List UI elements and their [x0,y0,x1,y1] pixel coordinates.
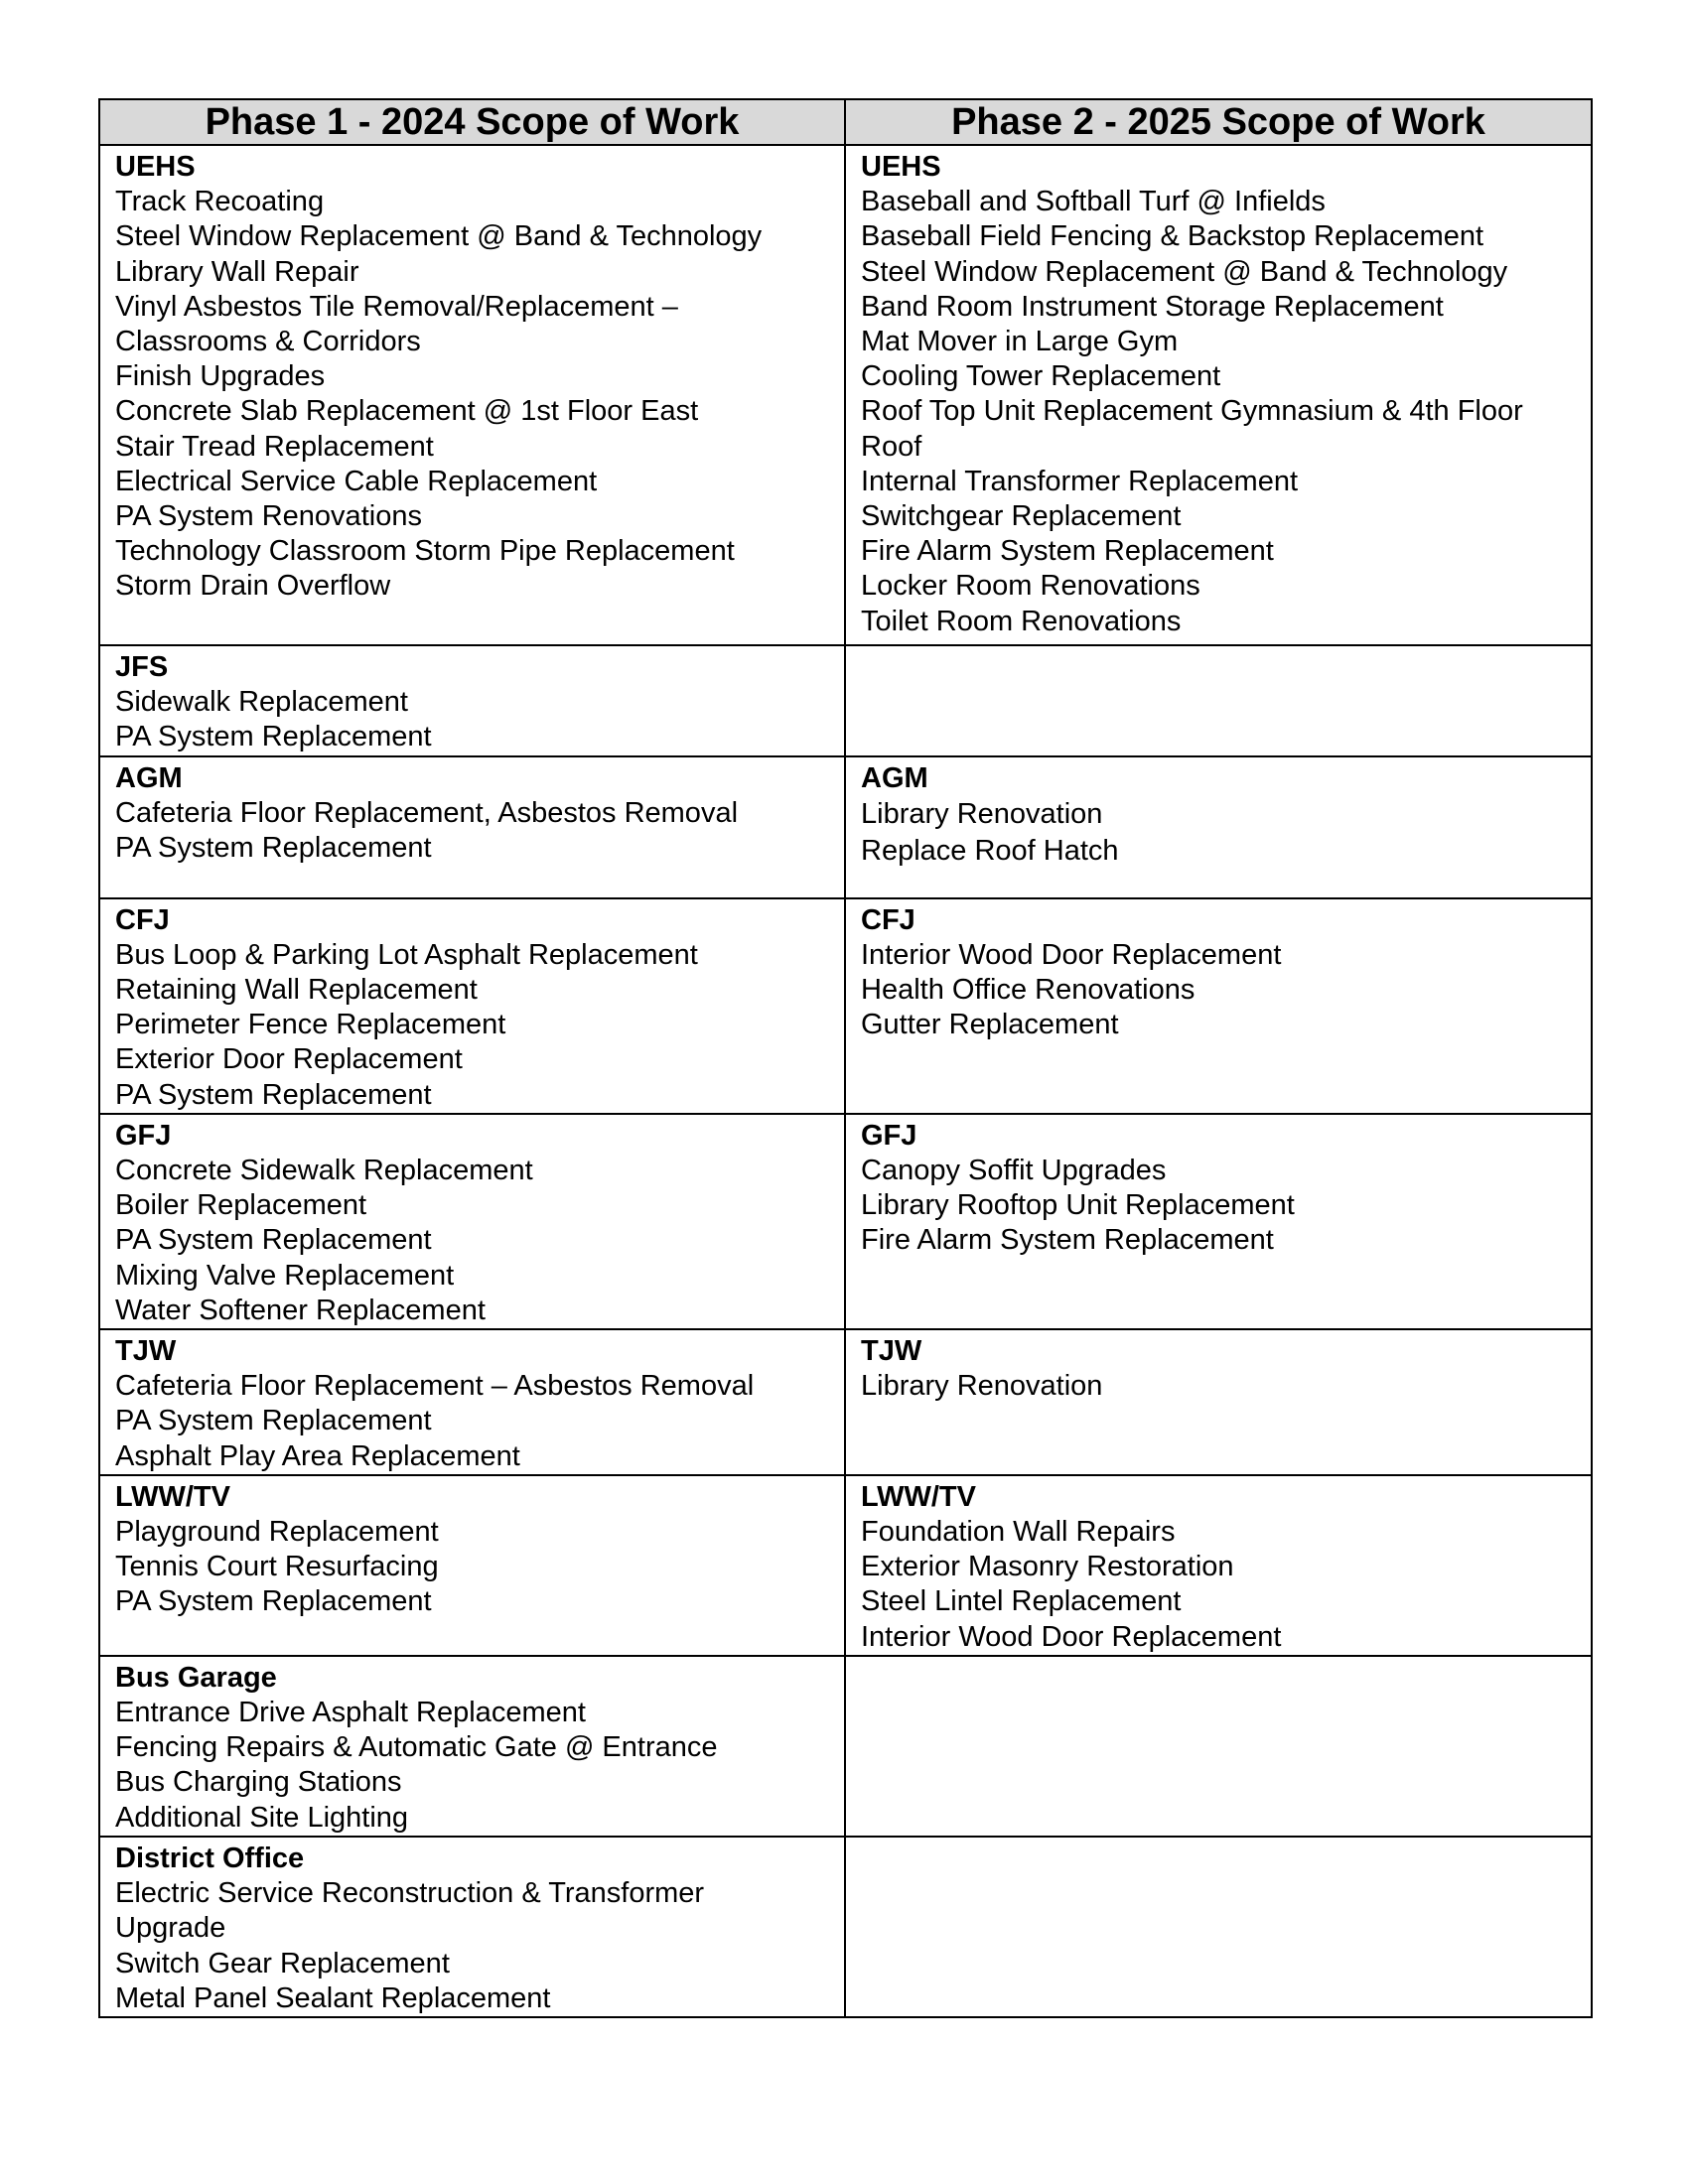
scope-item: Technology Classroom Storm Pipe Replacement [115,535,735,568]
phase-1-cell [99,1656,845,1837]
scope-item: Steel Window Replacement @ Band & Technology [115,220,763,253]
scope-item: Toilet Room Renovations [861,605,1182,637]
scope-item: PA System Replacement [115,1078,432,1111]
scope-item: Perimeter Fence Replacement [115,1009,506,1041]
scope-item: Boiler Replacement [115,1189,367,1222]
scope-of-work-table [98,98,1593,2018]
scope-item: Vinyl Asbestos Tile Removal/Replacement – [115,290,678,323]
scope-item: Fencing Repairs & Automatic Gate @ Entrance [115,1731,718,1764]
phase-2-cell [845,1329,1592,1475]
scope-item: Electrical Service Cable Replacement [115,465,598,497]
phase-1-cell [99,145,845,645]
site-heading: GFJ [861,1119,917,1152]
scope-item: Asphalt Play Area Replacement [115,1439,520,1472]
table-body [99,145,1592,2017]
table-row [99,898,1592,1114]
scope-item: Band Room Instrument Storage Replacement [861,290,1444,323]
scope-item: Tennis Court Resurfacing [115,1551,439,1583]
scope-item: Concrete Sidewalk Replacement [115,1155,533,1187]
phase-1-cell [99,898,845,1114]
scope-item: Interior Wood Door Replacement [861,1620,1282,1653]
scope-item: Upgrade [115,1912,226,1945]
scope-item: Track Recoating [115,186,325,218]
scope-item: Additional Site Lighting [115,1801,409,1834]
phase-1-cell [99,1114,845,1329]
table-header-row [99,99,1592,145]
table-row [99,1475,1592,1656]
site-heading: Bus Garage [115,1661,277,1694]
phase-2-cell [845,1837,1592,2017]
scope-item: Interior Wood Door Replacement [861,938,1282,971]
scope-item: PA System Replacement [115,1585,432,1618]
site-heading: CFJ [115,903,170,936]
site-heading: UEHS [861,151,941,183]
scope-item: Fire Alarm System Replacement [861,535,1274,568]
phase-2-header: Phase 2 - 2025 Scope of Work [845,99,1592,145]
scope-item: Stair Tread Replacement [115,430,434,463]
phase-2-cell [845,145,1592,645]
scope-item: Fire Alarm System Replacement [861,1224,1274,1257]
scope-item: Roof Top Unit Replacement Gymnasium & 4th Floor [861,395,1523,428]
site-heading: CFJ [861,903,915,936]
scope-item: PA System Replacement [115,1405,432,1437]
scope-item: Cafeteria Floor Replacement – Asbestos Removal [115,1370,755,1403]
site-heading: LWW/TV [861,1480,976,1513]
scope-item: Exterior Door Replacement [115,1043,463,1076]
site-heading: TJW [115,1335,177,1368]
phase-1-cell [99,1475,845,1656]
table-row [99,1329,1592,1475]
scope-item: Steel Window Replacement @ Band & Technology [861,255,1508,288]
scope-item: Internal Transformer Replacement [861,465,1299,497]
phase-2-cell [845,756,1592,898]
scope-item: PA System Replacement [115,721,432,753]
site-heading: District Office [115,1842,305,1874]
site-heading: LWW/TV [115,1480,230,1513]
scope-item: Roof [861,430,922,463]
scope-item: Bus Charging Stations [115,1766,402,1799]
scope-item: Health Office Renovations [861,974,1196,1007]
table-row [99,145,1592,645]
phase-1-cell [99,756,845,898]
scope-item: PA System Replacement [115,832,432,865]
scope-item: Steel Lintel Replacement [861,1585,1182,1618]
scope-item: Concrete Slab Replacement @ 1st Floor East [115,395,699,428]
scope-item: Bus Loop & Parking Lot Asphalt Replacement [115,938,698,971]
scope-item: Canopy Soffit Upgrades [861,1155,1167,1187]
scope-item: Metal Panel Sealant Replacement [115,1981,551,2014]
table-row [99,1114,1592,1329]
scope-item: Playground Replacement [115,1516,439,1549]
phase-2-cell [845,1114,1592,1329]
scope-item: Baseball and Softball Turf @ Infields [861,186,1326,218]
phase-1-cell [99,645,845,756]
phase-1-cell [99,1837,845,2017]
scope-item: Library Wall Repair [115,255,359,288]
phase-2-cell [845,1656,1592,1837]
scope-item: Replace Roof Hatch [861,834,1119,867]
scope-item: Mat Mover in Large Gym [861,326,1179,358]
scope-item: Electric Service Reconstruction & Transformer [115,1877,705,1910]
scope-item: Classrooms & Corridors [115,326,421,358]
site-heading: UEHS [115,151,196,183]
scope-item: PA System Renovations [115,500,422,533]
scope-item: Library Rooftop Unit Replacement [861,1189,1295,1222]
site-heading: JFS [115,651,169,683]
table-row [99,756,1592,898]
phase-2-cell [845,645,1592,756]
site-heading: AGM [861,761,928,794]
scope-item: Entrance Drive Asphalt Replacement [115,1697,586,1729]
site-heading: GFJ [115,1119,172,1152]
scope-item: Switchgear Replacement [861,500,1182,533]
scope-item: Foundation Wall Repairs [861,1516,1176,1549]
scope-item: Exterior Masonry Restoration [861,1551,1234,1583]
site-heading: AGM [115,761,183,794]
scope-item: Library Renovation [861,797,1103,830]
scope-item: Baseball Field Fencing & Backstop Replacement [861,220,1484,253]
scope-item: Finish Upgrades [115,360,326,393]
scope-item: Cafeteria Floor Replacement, Asbestos Removal [115,796,739,829]
scope-item: Water Softener Replacement [115,1294,486,1326]
scope-item: Switch Gear Replacement [115,1947,450,1979]
table-row [99,645,1592,756]
phase-2-cell [845,898,1592,1114]
scope-item: Gutter Replacement [861,1009,1119,1041]
table-row [99,1837,1592,2017]
scope-item: Retaining Wall Replacement [115,974,478,1007]
scope-item: Storm Drain Overflow [115,570,391,603]
phase-1-header: Phase 1 - 2024 Scope of Work [99,99,845,145]
scope-item: Mixing Valve Replacement [115,1259,455,1292]
scope-item: Sidewalk Replacement [115,686,408,719]
scope-item: Cooling Tower Replacement [861,360,1221,393]
phase-1-cell [99,1329,845,1475]
phase-2-cell [845,1475,1592,1656]
scope-item: Library Renovation [861,1370,1103,1403]
scope-item: PA System Replacement [115,1224,432,1257]
table-row [99,1656,1592,1837]
scope-item: Locker Room Renovations [861,570,1200,603]
site-heading: TJW [861,1335,922,1368]
